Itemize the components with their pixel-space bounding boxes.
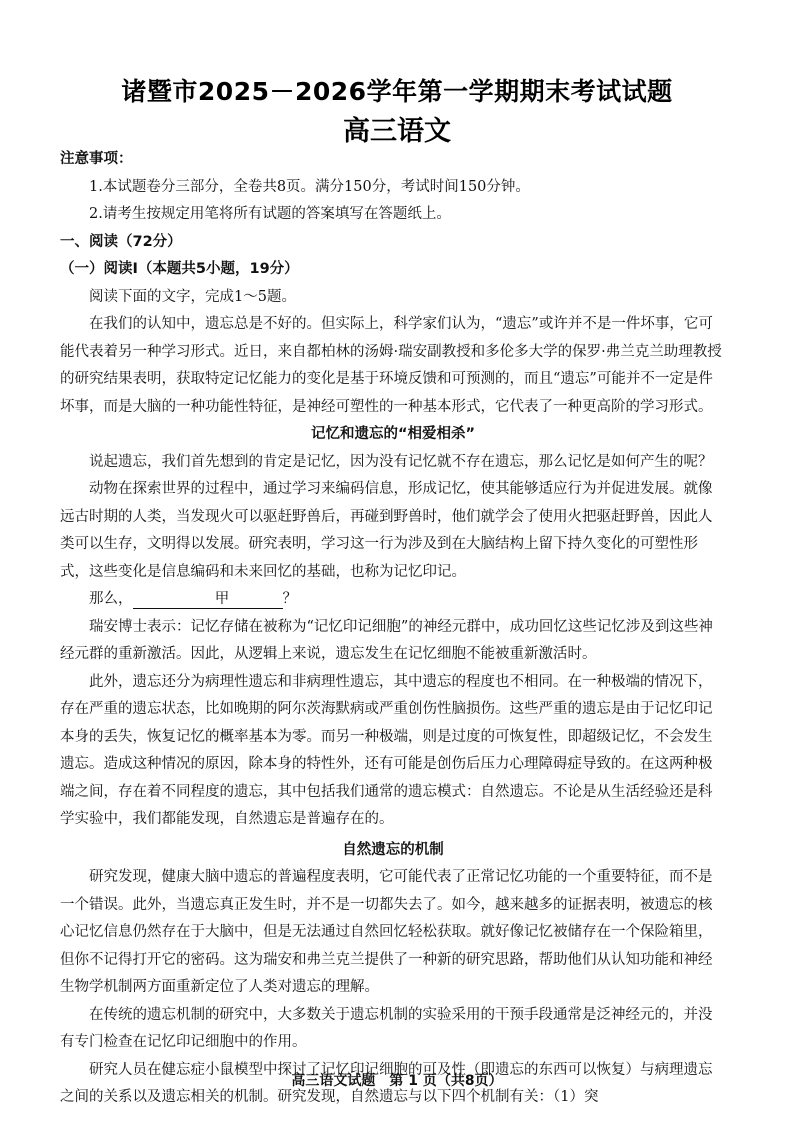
fill-in-blank-question [60, 586, 726, 614]
article-subtitle-2: 自然遗忘的机制 [342, 841, 444, 858]
article-paragraph-5: 此外，遗忘还分为病理性遗忘和非病理性遗忘，其中遗忘的程度也不相同。在一种极端的情况下，存在严重的遗忘状态，比如晚期的阿尔茨海默病或严重创伤性脑损伤。这些严重的遗忘是由于记忆印记本身的丢失，恢复记忆的概率基本为零。而另一种极端，则是过度的可恢复性，即超级记忆，不会发生遗忘。造成这种情况的原因，除本身的特性外，还有可能是创伤后压力心理障碍症导致的。在这两种极端之间，存在着不同程度的遗忘，其中包括我们通常的遗忘模式：自然遗忘。不论是从生活经验还是科学实验中，我们都能发现，自然遗忘是普遍存在的。 [60, 673, 713, 827]
blank-prefix: 那么， [89, 591, 133, 607]
article-paragraph-2: 动物在探索世界的过程中，通过学习来编码信息，形成记忆，使其能够适应行为并促进发展。就像远古时期的人类，当发现火可以驱赶野兽后，再碰到野兽时，他们就学会了使用火把驱赶野兽，因此人类可以生存，文明得以发展。研究表明，学习这一行为涉及到在大脑结构上留下持久变化的可塑性形式，这些变化是信息编码和未来回忆的基础，也称为记忆印记。 [60, 481, 713, 580]
blank-suffix: ？ [282, 591, 297, 607]
notice-item-2: 2.请考生按规定用笔将所有试题的答案填写在答题纸上。 [89, 206, 451, 222]
exam-body [60, 146, 726, 1112]
exam-title: 诸暨市2025－2026学年第一学期期末考试试题 [121, 77, 673, 106]
article-subtitle-1: 记忆和遗忘的“相爱相杀” [310, 426, 476, 442]
article-paragraph-4: 瑞安博士表示：记忆存储在被称为“记忆印记细胞”的神经元群中，成功回忆这些记忆涉及到这些神经元群的重新激活。因此，从逻辑上来说，遗忘发生在记忆细胞不能被重新激活时。 [60, 618, 713, 662]
part-title: 一、阅读（72分） [60, 233, 182, 250]
article-paragraph-1: 说起遗忘，我们首先想到的肯定是记忆，因为没有记忆就不存在遗忘，那么记忆是如何产生的呢？ [89, 453, 713, 470]
article-paragraph-6: 研究发现，健康大脑中遗忘的普遍程度表明，它可能代表了正常记忆功能的一个重要特征，而不是一个错误。此外，当遗忘真正发生时，并不是一切都失去了。如今，越来越多的证据表明，被遗忘的核心记忆信息仍然存在于大脑中，但是无法通过自然回忆轻松获取。就好像记忆被储存在一个保险箱里，但你不记得打开它的密码。这为瑞安和弗兰克兰提供了一种新的研究思路，帮助他们从认知功能和神经生物学机制两方面重新定位了人类对遗忘的理解。 [60, 869, 713, 995]
subject-title: 高三语文 [343, 116, 451, 147]
answer-blank: 甲 [133, 590, 283, 609]
reading-title: （一）阅读Ⅰ（本题共5小题，19分） [60, 261, 299, 277]
article-paragraph-7: 在传统的遗忘机制的研究中，大多数关于遗忘机制的实验采用的干预手段通常是泛神经元的，并没有专门检查在记忆印记细胞中的作用。 [60, 1006, 713, 1050]
notice-label: 注意事项： [60, 151, 133, 167]
notice-item-1: 1.本试题卷分三部分，全卷共8页。满分150分，考试时间150分钟。 [89, 178, 530, 195]
reading-instruction: 阅读下面的文字，完成1～5题。 [89, 288, 296, 305]
article-intro: 在我们的认知中，遗忘总是不好的。但实际上，科学家们认为，“遗忘”或许并不是一件坏事，它可能代表着另一种学习形式。近日，来自都柏林的汤姆·瑞安副教授和多伦多大学的保罗·弗兰克兰助理教授的研究结果表明，获取特定记忆能力的变化是基于环境反馈和可预测的，而且“遗忘”可能并不一定是件坏事，而是大脑的一种功能性特征，是神经可塑性的一种基本形式，它代表了一种更高阶的学习形式。 [60, 316, 722, 415]
article-paragraph-8: 研究人员在健忘症小鼠模型中探讨了记忆印记细胞的可及性（即遗忘的东西可以恢复）与病理遗忘之间的关系以及遗忘相关的机制。研究发现，自然遗忘与以下四个机制有关：（1）突 [60, 1061, 713, 1105]
page-footer: 高三语文试题 第 1 页（共8页） [291, 1073, 503, 1089]
